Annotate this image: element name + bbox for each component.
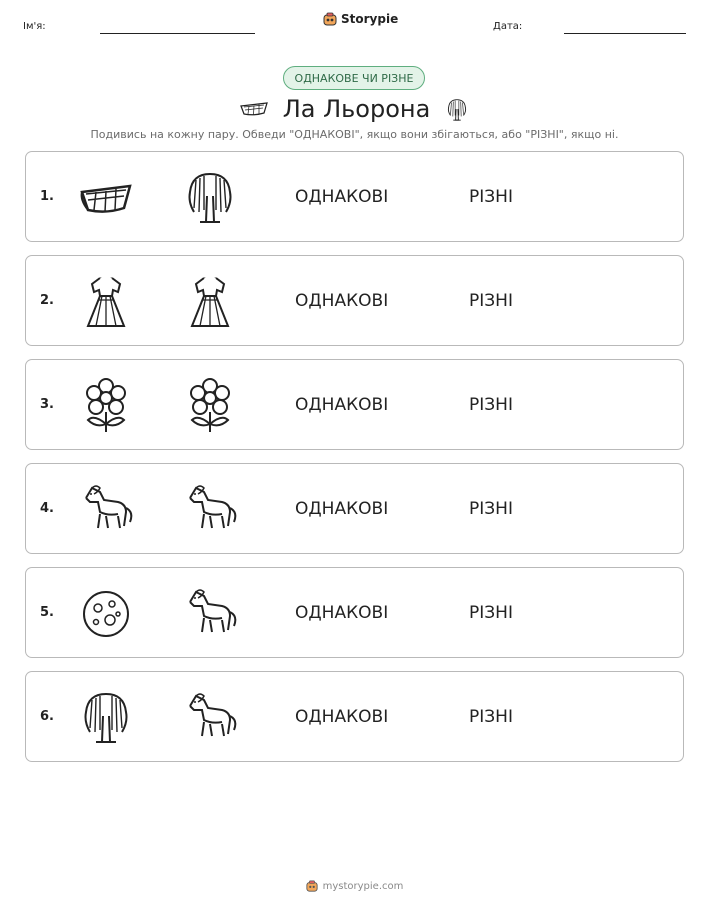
- dress-icon: [78, 274, 134, 330]
- storypie-logo: [323, 12, 398, 26]
- flower-icon: [78, 378, 134, 434]
- dress-icon: [182, 274, 238, 330]
- horse-icon: [78, 482, 134, 538]
- logo-text: Storypie: [341, 12, 399, 26]
- title-row: [0, 92, 709, 126]
- row-number: 6.: [40, 709, 54, 724]
- name-field[interactable]: [100, 33, 255, 34]
- same-option[interactable]: ОДНАКОВІ: [295, 187, 389, 207]
- same-option[interactable]: ОДНАКОВІ: [295, 603, 389, 623]
- worksheet-type-badge: ОДНАКОВЕ ЧИ РІЗНЕ: [283, 66, 425, 90]
- footer: [0, 880, 709, 892]
- different-option[interactable]: РІЗНІ: [469, 707, 513, 727]
- different-option[interactable]: РІЗНІ: [469, 395, 513, 415]
- row-number: 3.: [40, 397, 54, 412]
- storypie-mascot-icon: [306, 880, 318, 892]
- different-option[interactable]: РІЗНІ: [469, 291, 513, 311]
- same-option[interactable]: ОДНАКОВІ: [295, 499, 389, 519]
- name-label: Ім'я:: [23, 21, 46, 32]
- willow-tree-icon: [444, 94, 470, 124]
- different-option[interactable]: РІЗНІ: [469, 603, 513, 623]
- row-number: 4.: [40, 501, 54, 516]
- pair-row: [25, 255, 684, 346]
- page-title: Ла Льорона: [282, 95, 431, 123]
- pair-row: [25, 359, 684, 450]
- pair-row: [25, 463, 684, 554]
- flower-icon: [182, 378, 238, 434]
- horse-icon: [182, 586, 238, 642]
- boat-icon: [78, 170, 134, 226]
- willow-tree-icon: [78, 690, 134, 746]
- boat-icon: [239, 98, 269, 120]
- different-option[interactable]: РІЗНІ: [469, 187, 513, 207]
- same-option[interactable]: ОДНАКОВІ: [295, 395, 389, 415]
- instructions: Подивись на кожну пару. Обведи "ОДНАКОВІ", якщо вони збігаються, або "РІЗНІ", якщо ні.: [90, 128, 619, 141]
- moon-icon: [78, 586, 134, 642]
- row-number: 5.: [40, 605, 54, 620]
- same-option[interactable]: ОДНАКОВІ: [295, 707, 389, 727]
- different-option[interactable]: РІЗНІ: [469, 499, 513, 519]
- horse-icon: [182, 690, 238, 746]
- row-number: 1.: [40, 189, 54, 204]
- date-label: Дата:: [493, 21, 523, 32]
- row-number: 2.: [40, 293, 54, 308]
- pair-row: [25, 567, 684, 658]
- horse-icon: [182, 482, 238, 538]
- footer-url: mystorypie.com: [322, 880, 404, 892]
- storypie-mascot-icon: [323, 12, 337, 26]
- same-option[interactable]: ОДНАКОВІ: [295, 291, 389, 311]
- date-field[interactable]: [564, 33, 686, 34]
- pair-row: [25, 151, 684, 242]
- willow-tree-icon: [182, 170, 238, 226]
- pair-row: [25, 671, 684, 762]
